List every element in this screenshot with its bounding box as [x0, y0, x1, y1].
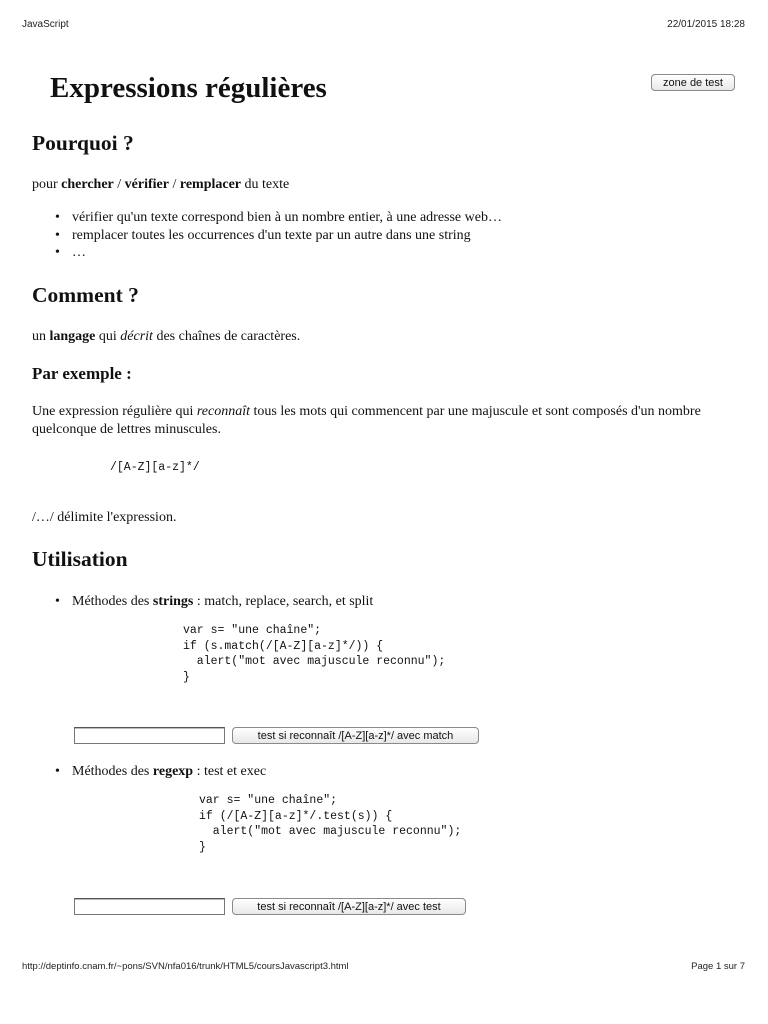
- item-regexp: regexp: [152, 764, 194, 779]
- utilisation-item-strings: [55, 593, 373, 611]
- comment-text: un: [32, 329, 50, 344]
- intro-text: pour: [32, 177, 62, 192]
- code-block-match: var s= "une chaîne"; if (s.match(/[A-Z][a-z]*/)) { alert("mot avec majuscule reconnu"); }: [183, 624, 446, 684]
- zone-de-test-button[interactable]: zone de test: [651, 74, 735, 91]
- comment-text: qui: [95, 329, 121, 344]
- list-item: • remplacer toutes les occurrences d'un texte par un autre dans une string: [55, 227, 502, 245]
- test-match-button[interactable]: test si reconnaît /[A-Z][a-z]*/ avec match: [232, 727, 479, 744]
- match-test-input[interactable]: [74, 727, 225, 744]
- item-text: Méthodes des: [72, 594, 153, 609]
- test-test-button[interactable]: test si reconnaît /[A-Z][a-z]*/ avec test: [232, 898, 466, 915]
- comment-text: des chaînes de caractères.: [152, 329, 301, 344]
- intro-remplacer: remplacer: [179, 177, 242, 192]
- intro-separator: /: [113, 177, 125, 192]
- pourquoi-list: [55, 209, 502, 262]
- comment-langage: langage: [49, 329, 96, 344]
- item-text: : match, replace, search, et split: [193, 594, 374, 609]
- print-footer-url: http://deptinfo.cnam.fr/~pons/SVN/nfa016/trunk/HTML5/coursJavascript3.html: [22, 961, 349, 972]
- list-item: [55, 593, 373, 611]
- heading-utilisation: Utilisation: [32, 547, 128, 571]
- heading-comment: Comment ?: [32, 283, 139, 307]
- print-footer-page: Page 1 sur 7: [691, 961, 745, 972]
- intro-text: du texte: [241, 177, 290, 192]
- list-item: [55, 763, 266, 781]
- heading-pourquoi: Pourquoi ?: [32, 131, 134, 155]
- exemple-paragraph: [32, 403, 742, 438]
- exemple-text: Une expression régulière qui: [32, 404, 197, 419]
- item-text: Méthodes des: [72, 764, 153, 779]
- intro-verifier: vérifier: [124, 177, 169, 192]
- utilisation-item-regexp: [55, 763, 266, 781]
- code-block-test: var s= "une chaîne"; if (/[A-Z][a-z]*/.test(s)) { alert("mot avec majuscule reconnu"); }: [199, 794, 462, 854]
- comment-decrit: décrit: [120, 329, 153, 344]
- delimiter-note: /…/ délimite l'expression.: [32, 510, 177, 525]
- heading-par-exemple: Par exemple :: [32, 364, 132, 383]
- exemple-reconnait: reconnaît: [196, 404, 250, 419]
- pourquoi-intro: [32, 176, 289, 194]
- list-item: • vérifier qu'un texte correspond bien à un nombre entier, à une adresse web…: [55, 209, 502, 227]
- comment-line: [32, 328, 300, 346]
- item-text: : test et exec: [193, 764, 267, 779]
- exemple-text: tous les mots qui commencent par une majuscule et sont composés d'un nombre quelconque de lettres minuscules.: [32, 404, 701, 437]
- intro-chercher: chercher: [61, 177, 114, 192]
- list-item: • …: [55, 244, 502, 262]
- print-header-title: JavaScript: [22, 19, 69, 30]
- item-strings: strings: [152, 594, 194, 609]
- page-title: Expressions régulières: [50, 72, 327, 104]
- test-test-input[interactable]: [74, 898, 225, 915]
- regex-example-code: /[A-Z][a-z]*/: [110, 461, 200, 474]
- intro-separator: /: [168, 177, 180, 192]
- print-header-datetime: 22/01/2015 18:28: [667, 19, 745, 30]
